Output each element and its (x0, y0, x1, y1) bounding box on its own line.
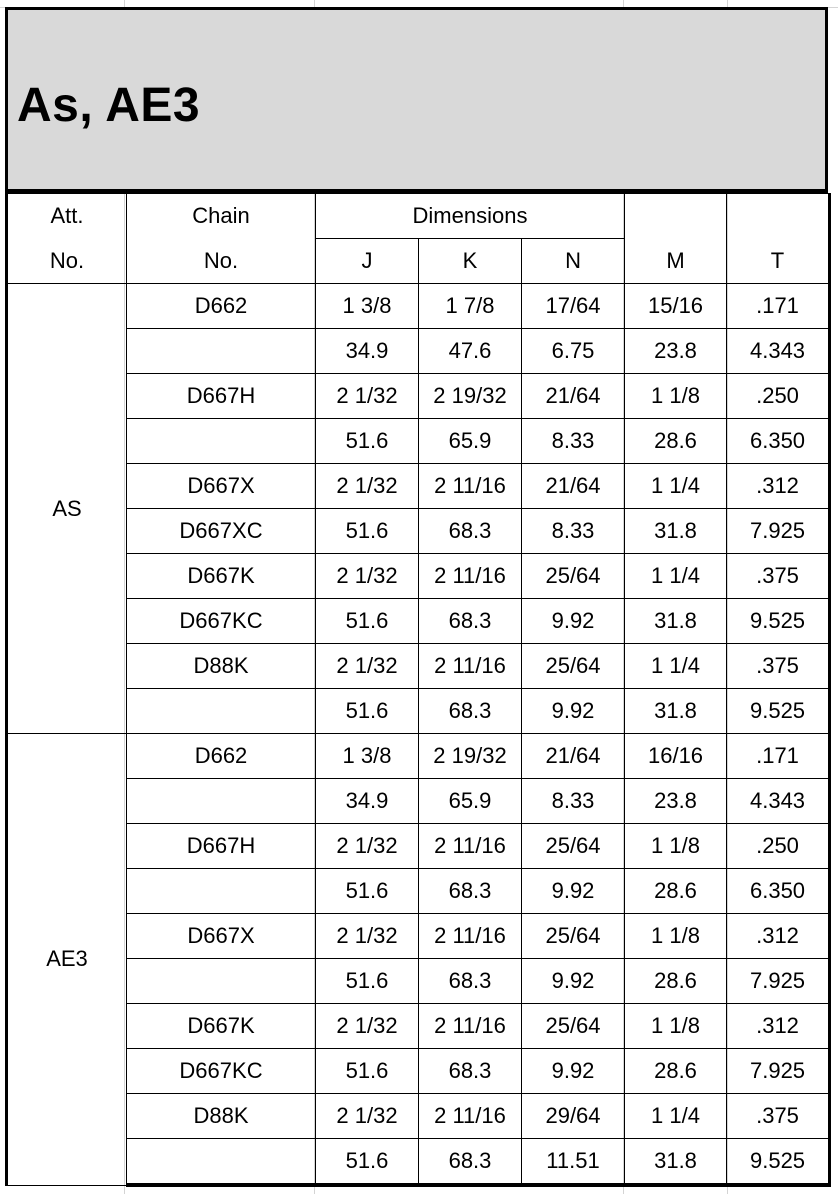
dim-m-cell: 15/16 (625, 284, 727, 329)
dim-j-cell: 34.9 (316, 779, 419, 824)
chain-no-cell: D667H (127, 824, 316, 869)
dim-n-cell: 25/64 (522, 824, 625, 869)
dim-t-cell: .171 (727, 734, 830, 779)
table-row (7, 374, 830, 419)
dim-k-cell: 68.3 (419, 959, 522, 1004)
dim-j-cell: 1 3/8 (316, 734, 419, 779)
dim-k-cell: 68.3 (419, 1139, 522, 1186)
dim-m-cell: 28.6 (625, 1049, 727, 1094)
chain-no-cell: D667H (127, 374, 316, 419)
dim-j-cell: 51.6 (316, 959, 419, 1004)
dim-n-cell: 25/64 (522, 554, 625, 599)
dim-j-cell: 2 1/32 (316, 914, 419, 959)
table-row (7, 1004, 830, 1049)
dim-j-cell: 51.6 (316, 419, 419, 464)
dim-j-cell: 51.6 (316, 1139, 419, 1186)
dim-t-cell: .250 (727, 824, 830, 869)
header-k: K (419, 239, 522, 284)
dim-k-cell: 2 19/32 (419, 734, 522, 779)
header-row-2 (7, 239, 830, 284)
chain-no-cell (127, 689, 316, 734)
dim-t-cell: 4.343 (727, 329, 830, 374)
chain-no-cell: D662 (127, 734, 316, 779)
dim-n-cell: 8.33 (522, 509, 625, 554)
dim-k-cell: 68.3 (419, 869, 522, 914)
header-att: Att. (7, 194, 127, 239)
table-row (7, 779, 830, 824)
dim-j-cell: 2 1/32 (316, 464, 419, 509)
dim-m-cell: 23.8 (625, 329, 727, 374)
dim-j-cell: 2 1/32 (316, 1094, 419, 1139)
table-row (7, 959, 830, 1004)
dim-k-cell: 68.3 (419, 689, 522, 734)
header-row-1 (7, 194, 830, 239)
chain-no-cell: D667X (127, 914, 316, 959)
dim-n-cell: 8.33 (522, 779, 625, 824)
chain-no-cell: D667K (127, 554, 316, 599)
dim-m-cell: 31.8 (625, 509, 727, 554)
dim-n-cell: 21/64 (522, 734, 625, 779)
dim-n-cell: 6.75 (522, 329, 625, 374)
dim-t-cell: 9.525 (727, 599, 830, 644)
chain-no-cell (127, 959, 316, 1004)
dim-t-cell: .375 (727, 554, 830, 599)
table-row (7, 464, 830, 509)
header-chain: Chain (127, 194, 316, 239)
chain-no-cell (127, 1139, 316, 1186)
table-row (7, 284, 830, 329)
dim-m-cell: 28.6 (625, 419, 727, 464)
title-banner (5, 7, 828, 193)
dim-m-cell: 1 1/8 (625, 914, 727, 959)
dim-t-cell: 9.525 (727, 689, 830, 734)
dim-k-cell: 65.9 (419, 779, 522, 824)
dim-m-cell: 1 1/4 (625, 1094, 727, 1139)
dim-n-cell: 9.92 (522, 959, 625, 1004)
dim-k-cell: 65.9 (419, 419, 522, 464)
dim-n-cell: 11.51 (522, 1139, 625, 1186)
chain-no-cell: D667KC (127, 1049, 316, 1094)
dim-j-cell: 51.6 (316, 509, 419, 554)
dim-t-cell: 4.343 (727, 779, 830, 824)
dim-j-cell: 51.6 (316, 599, 419, 644)
dim-n-cell: 9.92 (522, 599, 625, 644)
dim-n-cell: 25/64 (522, 914, 625, 959)
dim-k-cell: 2 11/16 (419, 914, 522, 959)
dim-k-cell: 2 11/16 (419, 464, 522, 509)
dim-m-cell: 1 1/4 (625, 554, 727, 599)
header-att-no: No. (7, 239, 127, 284)
table-row (7, 329, 830, 374)
dim-m-cell: 1 1/8 (625, 1004, 727, 1049)
dim-n-cell: 25/64 (522, 1004, 625, 1049)
table-row (7, 1094, 830, 1139)
table-row (7, 599, 830, 644)
chain-no-cell: D88K (127, 644, 316, 689)
dim-m-cell: 28.6 (625, 959, 727, 1004)
att-no-cell: AS (7, 284, 127, 734)
dim-t-cell: .171 (727, 284, 830, 329)
dim-n-cell: 9.92 (522, 1049, 625, 1094)
dim-n-cell: 9.92 (522, 689, 625, 734)
header-empty-t (727, 194, 830, 239)
dim-t-cell: 6.350 (727, 869, 830, 914)
header-empty-m (625, 194, 727, 239)
table-row (7, 419, 830, 464)
table-row (7, 1139, 830, 1186)
dim-j-cell: 2 1/32 (316, 644, 419, 689)
dim-t-cell: 7.925 (727, 1049, 830, 1094)
header-chain-no: No. (127, 239, 316, 284)
dim-k-cell: 1 7/8 (419, 284, 522, 329)
dim-n-cell: 9.92 (522, 869, 625, 914)
dim-k-cell: 2 11/16 (419, 824, 522, 869)
dim-k-cell: 68.3 (419, 1049, 522, 1094)
dim-t-cell: 7.925 (727, 509, 830, 554)
dim-k-cell: 2 11/16 (419, 644, 522, 689)
chain-no-cell (127, 329, 316, 374)
dim-k-cell: 68.3 (419, 599, 522, 644)
att-no-cell: AE3 (7, 734, 127, 1186)
dim-m-cell: 28.6 (625, 869, 727, 914)
dim-t-cell: .375 (727, 1094, 830, 1139)
dim-m-cell: 31.8 (625, 689, 727, 734)
table-row (7, 509, 830, 554)
dim-t-cell: 6.350 (727, 419, 830, 464)
dim-n-cell: 8.33 (522, 419, 625, 464)
dim-m-cell: 1 1/8 (625, 374, 727, 419)
dim-k-cell: 68.3 (419, 509, 522, 554)
dim-t-cell: 7.925 (727, 959, 830, 1004)
chain-no-cell: D667KC (127, 599, 316, 644)
dim-j-cell: 2 1/32 (316, 1004, 419, 1049)
dim-n-cell: 21/64 (522, 374, 625, 419)
chain-no-cell (127, 419, 316, 464)
chain-no-cell: D662 (127, 284, 316, 329)
dim-m-cell: 23.8 (625, 779, 727, 824)
dim-k-cell: 2 11/16 (419, 554, 522, 599)
attachment-dimensions-table (5, 193, 831, 1187)
table-row (7, 644, 830, 689)
dim-k-cell: 2 11/16 (419, 1094, 522, 1139)
dim-j-cell: 1 3/8 (316, 284, 419, 329)
dim-j-cell: 2 1/32 (316, 374, 419, 419)
dim-n-cell: 21/64 (522, 464, 625, 509)
dim-m-cell: 1 1/8 (625, 824, 727, 869)
chain-no-cell: D88K (127, 1094, 316, 1139)
dim-m-cell: 31.8 (625, 599, 727, 644)
dim-j-cell: 51.6 (316, 689, 419, 734)
chain-no-cell: D667XC (127, 509, 316, 554)
table-row (7, 824, 830, 869)
dim-t-cell: 9.525 (727, 1139, 830, 1186)
dim-n-cell: 17/64 (522, 284, 625, 329)
dim-k-cell: 2 19/32 (419, 374, 522, 419)
table-row (7, 869, 830, 914)
chain-no-cell (127, 869, 316, 914)
header-m: M (625, 239, 727, 284)
dim-n-cell: 29/64 (522, 1094, 625, 1139)
dim-j-cell: 51.6 (316, 869, 419, 914)
dim-j-cell: 2 1/32 (316, 824, 419, 869)
dim-n-cell: 25/64 (522, 644, 625, 689)
chain-no-cell (127, 779, 316, 824)
chain-no-cell: D667K (127, 1004, 316, 1049)
table-row (7, 689, 830, 734)
dim-j-cell: 34.9 (316, 329, 419, 374)
table-row (7, 554, 830, 599)
dim-t-cell: .312 (727, 464, 830, 509)
table-row (7, 1049, 830, 1094)
dim-m-cell: 1 1/4 (625, 644, 727, 689)
dim-t-cell: .312 (727, 1004, 830, 1049)
table-row (7, 734, 830, 779)
dim-t-cell: .250 (727, 374, 830, 419)
table-row (7, 914, 830, 959)
dim-k-cell: 47.6 (419, 329, 522, 374)
header-j: J (316, 239, 419, 284)
dim-m-cell: 16/16 (625, 734, 727, 779)
dim-k-cell: 2 11/16 (419, 1004, 522, 1049)
page-title: As, AE3 (17, 79, 201, 132)
dim-t-cell: .375 (727, 644, 830, 689)
dim-j-cell: 51.6 (316, 1049, 419, 1094)
dim-j-cell: 2 1/32 (316, 554, 419, 599)
dim-m-cell: 31.8 (625, 1139, 727, 1186)
header-dimensions: Dimensions (316, 194, 625, 239)
dim-t-cell: .312 (727, 914, 830, 959)
dim-m-cell: 1 1/4 (625, 464, 727, 509)
header-n: N (522, 239, 625, 284)
chain-no-cell: D667X (127, 464, 316, 509)
header-t: T (727, 239, 830, 284)
